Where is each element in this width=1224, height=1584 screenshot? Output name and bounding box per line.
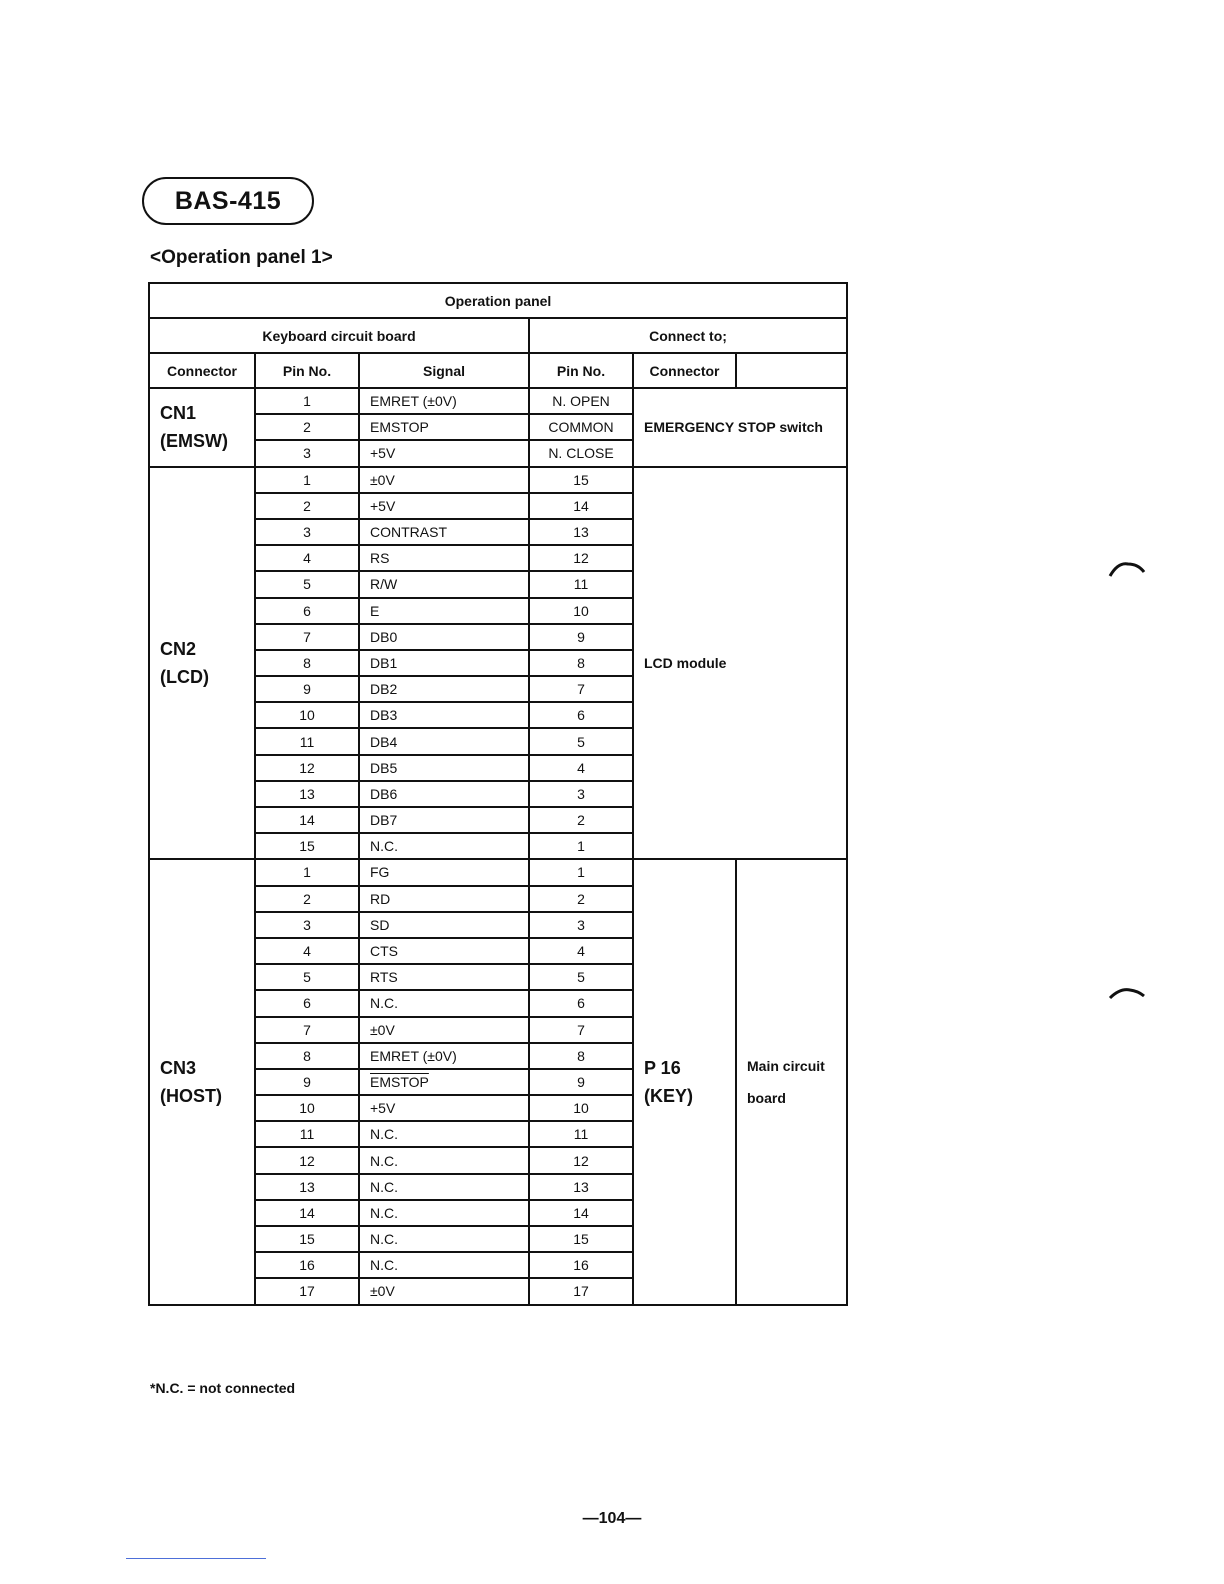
dest-pin-number: 17	[529, 1278, 633, 1304]
dest-connector-name: P 16	[644, 1057, 681, 1078]
connector-column-header: Connector	[149, 353, 255, 388]
dest-pin-number: 7	[529, 1017, 633, 1043]
dest-pin-number: 9	[529, 624, 633, 650]
dest-pin-number: 8	[529, 1043, 633, 1069]
pin-number: 10	[255, 1095, 359, 1121]
cn2-connector-name: CN2	[160, 638, 197, 659]
cn3-connector-cell	[149, 859, 255, 1304]
pin-number: 17	[255, 1278, 359, 1304]
pin-number: 2	[255, 493, 359, 519]
dest-pin-number: 13	[529, 1174, 633, 1200]
pin-number: 5	[255, 964, 359, 990]
table-row	[149, 467, 847, 493]
signal-name: N.C.	[359, 990, 529, 1016]
pin-number: 11	[255, 728, 359, 754]
signal-name: EMRET (±0V)	[359, 388, 529, 414]
model-badge: BAS-415	[142, 177, 314, 225]
signal-name: RS	[359, 545, 529, 571]
dest-pin-number: 2	[529, 886, 633, 912]
pin-number: 5	[255, 571, 359, 597]
signal-name: +5V	[359, 440, 529, 466]
left-group-header: Keyboard circuit board	[149, 318, 529, 353]
pin-number: 1	[255, 859, 359, 885]
signal-name: EMSTOP	[359, 1069, 529, 1095]
dest-pin-no-column-header: Pin No.	[529, 353, 633, 388]
signal-name: DB1	[359, 650, 529, 676]
signal-name: R/W	[359, 571, 529, 597]
group-header-row	[149, 318, 847, 353]
scan-mark-icon	[1108, 556, 1146, 578]
dest-connector-column-header: Connector	[633, 353, 736, 388]
pin-number: 6	[255, 598, 359, 624]
dest-pin-number: 2	[529, 807, 633, 833]
pin-number: 11	[255, 1121, 359, 1147]
dest-pin-number: 5	[529, 728, 633, 754]
dest-board-name: Main circuit	[747, 1057, 825, 1074]
signal-name: CONTRAST	[359, 519, 529, 545]
page-number: —104—	[582, 1510, 642, 1527]
pin-number: 7	[255, 624, 359, 650]
signal-name: N.C.	[359, 1121, 529, 1147]
footnote: *N.C. = not connected	[150, 1380, 296, 1396]
table-row	[149, 388, 847, 414]
pin-number: 3	[255, 440, 359, 466]
pin-assignment-table	[148, 282, 848, 1306]
dest-pin-number: 4	[529, 938, 633, 964]
cn1-destination: EMERGENCY STOP switch	[633, 388, 847, 467]
dest-pin-number: 1	[529, 859, 633, 885]
pin-number: 9	[255, 1069, 359, 1095]
signal-name: DB0	[359, 624, 529, 650]
cn3-connector-name: CN3	[160, 1057, 197, 1078]
dest-pin-number: 11	[529, 571, 633, 597]
pin-no-column-header: Pin No.	[255, 353, 359, 388]
dest-pin-number: 3	[529, 781, 633, 807]
cn3-dest-board	[736, 859, 847, 1304]
pin-number: 14	[255, 807, 359, 833]
pin-number: 15	[255, 1226, 359, 1252]
dest-pin-number: 4	[529, 755, 633, 781]
pin-number: 12	[255, 1147, 359, 1173]
pin-number: 7	[255, 1017, 359, 1043]
pin-number: 4	[255, 938, 359, 964]
signal-name: N.C.	[359, 1200, 529, 1226]
dest-pin-number: COMMON	[529, 414, 633, 440]
dest-pin-number: 9	[529, 1069, 633, 1095]
dest-pin-number: 7	[529, 676, 633, 702]
dest-pin-number: 1	[529, 833, 633, 859]
signal-name: SD	[359, 912, 529, 938]
pin-number: 2	[255, 886, 359, 912]
dest-pin-number: 12	[529, 545, 633, 571]
table-title: Operation panel	[149, 283, 847, 318]
pin-number: 13	[255, 1174, 359, 1200]
pin-number: 3	[255, 519, 359, 545]
dest-pin-number: 5	[529, 964, 633, 990]
right-group-header: Connect to;	[529, 318, 847, 353]
signal-name: ±0V	[359, 1017, 529, 1043]
signal-name: ±0V	[359, 467, 529, 493]
dest-pin-number: 11	[529, 1121, 633, 1147]
signal-name: N.C.	[359, 1252, 529, 1278]
pin-number: 8	[255, 1043, 359, 1069]
dest-pin-number: 8	[529, 650, 633, 676]
signal-name: DB5	[359, 755, 529, 781]
signal-name: N.C.	[359, 1174, 529, 1200]
cn3-dest-connector	[633, 859, 736, 1304]
table-row	[149, 859, 847, 885]
pin-number: 1	[255, 467, 359, 493]
dest-pin-number: 14	[529, 493, 633, 519]
signal-name: EMRET (±0V)	[359, 1043, 529, 1069]
pin-number: 4	[255, 545, 359, 571]
pin-number: 16	[255, 1252, 359, 1278]
bottom-rule	[126, 1558, 266, 1559]
table-title-row	[149, 283, 847, 318]
dest-pin-number: 6	[529, 702, 633, 728]
column-header-row	[149, 353, 847, 388]
signal-name: N.C.	[359, 833, 529, 859]
signal-name: +5V	[359, 493, 529, 519]
cn2-connector-sub: (LCD)	[160, 666, 209, 687]
signal-name: RD	[359, 886, 529, 912]
dest-blank-column-header	[736, 353, 847, 388]
signal-name: DB2	[359, 676, 529, 702]
cn2-destination: LCD module	[633, 467, 847, 860]
signal-column-header: Signal	[359, 353, 529, 388]
dest-board-sub: board	[747, 1089, 786, 1106]
signal-name: ±0V	[359, 1278, 529, 1304]
dest-pin-number: N. OPEN	[529, 388, 633, 414]
cn1-connector-name: CN1	[160, 403, 197, 424]
dest-pin-number: 13	[529, 519, 633, 545]
cn1-connector-sub: (EMSW)	[160, 431, 228, 452]
dest-pin-number: 10	[529, 598, 633, 624]
dest-pin-number: 15	[529, 1226, 633, 1252]
pin-number: 2	[255, 414, 359, 440]
dest-connector-sub: (KEY)	[644, 1085, 693, 1106]
dest-pin-number: 6	[529, 990, 633, 1016]
dest-pin-number: 16	[529, 1252, 633, 1278]
section-title: <Operation panel 1>	[150, 247, 333, 268]
signal-name: N.C.	[359, 1226, 529, 1252]
dest-pin-number: 15	[529, 467, 633, 493]
signal-name: +5V	[359, 1095, 529, 1121]
dest-pin-number: 10	[529, 1095, 633, 1121]
dest-pin-number: 3	[529, 912, 633, 938]
cn2-connector-cell	[149, 467, 255, 860]
signal-name: DB3	[359, 702, 529, 728]
signal-name: CTS	[359, 938, 529, 964]
pin-number: 14	[255, 1200, 359, 1226]
signal-name: FG	[359, 859, 529, 885]
pin-number: 12	[255, 755, 359, 781]
pin-number: 8	[255, 650, 359, 676]
pin-number: 3	[255, 912, 359, 938]
pin-number: 13	[255, 781, 359, 807]
pin-number: 9	[255, 676, 359, 702]
dest-pin-number: 12	[529, 1147, 633, 1173]
signal-name: N.C.	[359, 1147, 529, 1173]
signal-name: E	[359, 598, 529, 624]
signal-name: RTS	[359, 964, 529, 990]
scan-mark-icon	[1108, 984, 1146, 1002]
dest-pin-number: N. CLOSE	[529, 440, 633, 466]
signal-name: DB6	[359, 781, 529, 807]
pin-number: 10	[255, 702, 359, 728]
signal-name: EMSTOP	[359, 414, 529, 440]
pin-number: 15	[255, 833, 359, 859]
cn3-connector-sub: (HOST)	[160, 1085, 222, 1106]
signal-name: DB7	[359, 807, 529, 833]
signal-name: DB4	[359, 728, 529, 754]
pin-number: 1	[255, 388, 359, 414]
pin-number: 6	[255, 990, 359, 1016]
dest-pin-number: 14	[529, 1200, 633, 1226]
cn1-connector-cell	[149, 388, 255, 467]
